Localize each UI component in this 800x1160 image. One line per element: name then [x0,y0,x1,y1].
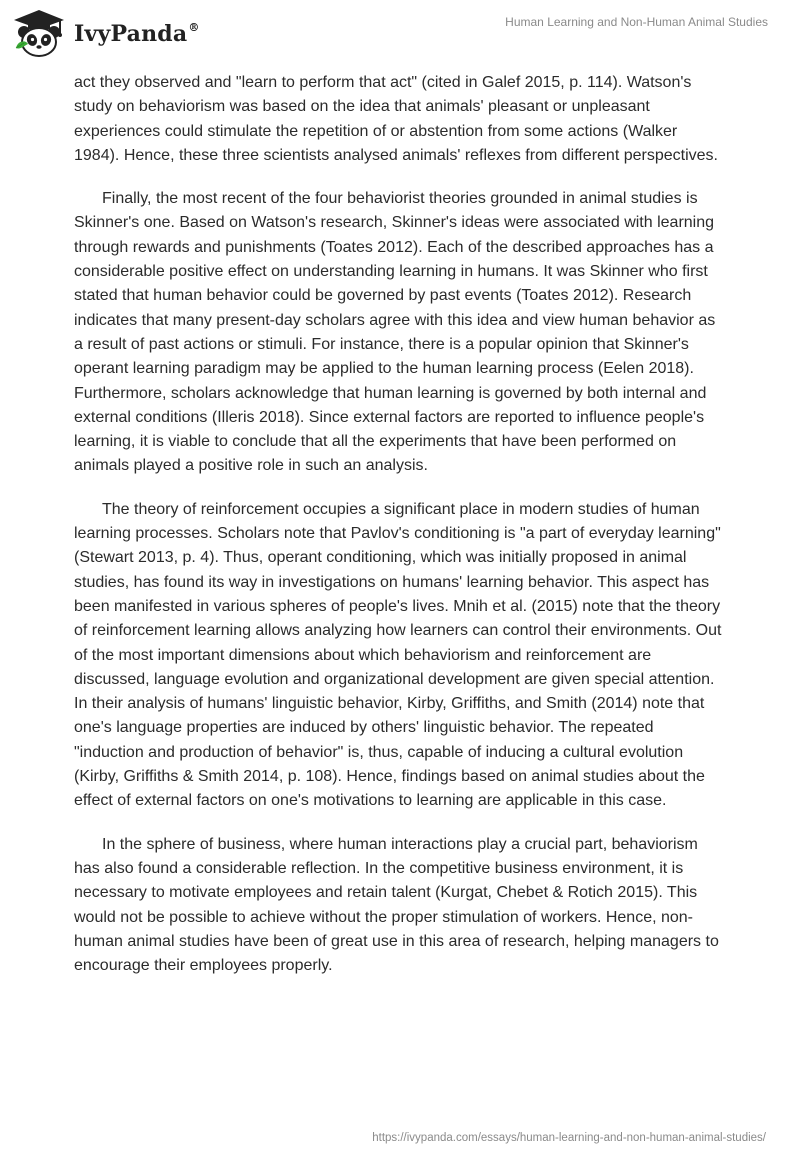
source-url-link[interactable]: https://ivypanda.com/essays/human-learning-and-non-human-animal-studies/ [372,1132,766,1144]
registered-mark: ® [188,21,200,34]
ivypanda-logo[interactable] [10,8,200,60]
page-header [0,0,800,70]
paragraph: The theory of reinforcement occupies a significant place in modern studies of human learning processes. Scholars note that Pavlov's conditioning is "a part of everyday learning" (Stewart 2013, p. 4). Thus, operant conditioning, which was initially proposed in animal studies, has found its way in investigations on humans' learning behavior. This aspect has been manifested in various spheres of people's lives. Mnih et al. (2015) note that the theory of reinforcement learning allows analyzing how learners can control their environments. Out of the most important dimensions about which behaviorism and reinforcement are discussed, language evolution and organizational development are given special attention. In their analysis of humans' linguistic behavior, Kirby, Griffiths, and Smith (2014) note that one's language properties are induced by others' linguistic behavior. The repeated "induction and production of behavior" is, thus, capable of inducing a cultural evolution (Kirby, Griffiths & Smith 2014, p. 108). Hence, findings based on animal studies about the effect of external factors on one's motivations to learning are applicable in this case. [74,500,722,810]
document-title: Human Learning and Non-Human Animal Studies [505,15,768,29]
paragraph: In the sphere of business, where human interactions play a crucial part, behaviorism has also found a considerable reflection. In the competitive business environment, it is necessary to motivate employees and retain talent (Kurgat, Chebet & Rotich 2015). This would not be possible to achieve without the proper stimulation of workers. Hence, non-human animal studies have been of great use in this area of research, helping managers to encourage their employees properly. [74,835,719,975]
brand-name: IvyPanda® [74,21,200,47]
essay-body [74,71,724,997]
paragraph: Finally, the most recent of the four behaviorist theories grounded in animal studies is Skinner's one. Based on Watson's research, Skinner's ideas were associated with learning through rewards and punishments (Toates 2012). Each of the described approaches has a considerable positive effect on understanding learning in humans. It was Skinner who first stated that human behavior could be governed by past events (Toates 2012). Research indicates that many present-day scholars agree with this idea and view human behavior as a result of past actions or stimuli. For instance, there is a popular opinion that Skinner's operant learning paradigm may be applied to the human learning process (Eelen 2018). Furthermore, scholars acknowledge that human learning is governed by both internal and external conditions (Illeris 2018). Since external factors are reported to influence people's learning, it is viable to conclude that all the experiments that have been performed on animals played a positive role in such an analysis. [74,190,716,475]
panda-graduate-icon [10,8,68,60]
paragraph: act they observed and "learn to perform that act" (cited in Galef 2015, p. 114). Watson's study on behaviorism was based on the idea that animals' pleasant or unpleasant experiences could stimulate the repetition of or abstention from some actions (Walker 1984). Hence, these three scientists analysed animals' reflexes from different perspectives. [74,74,718,164]
